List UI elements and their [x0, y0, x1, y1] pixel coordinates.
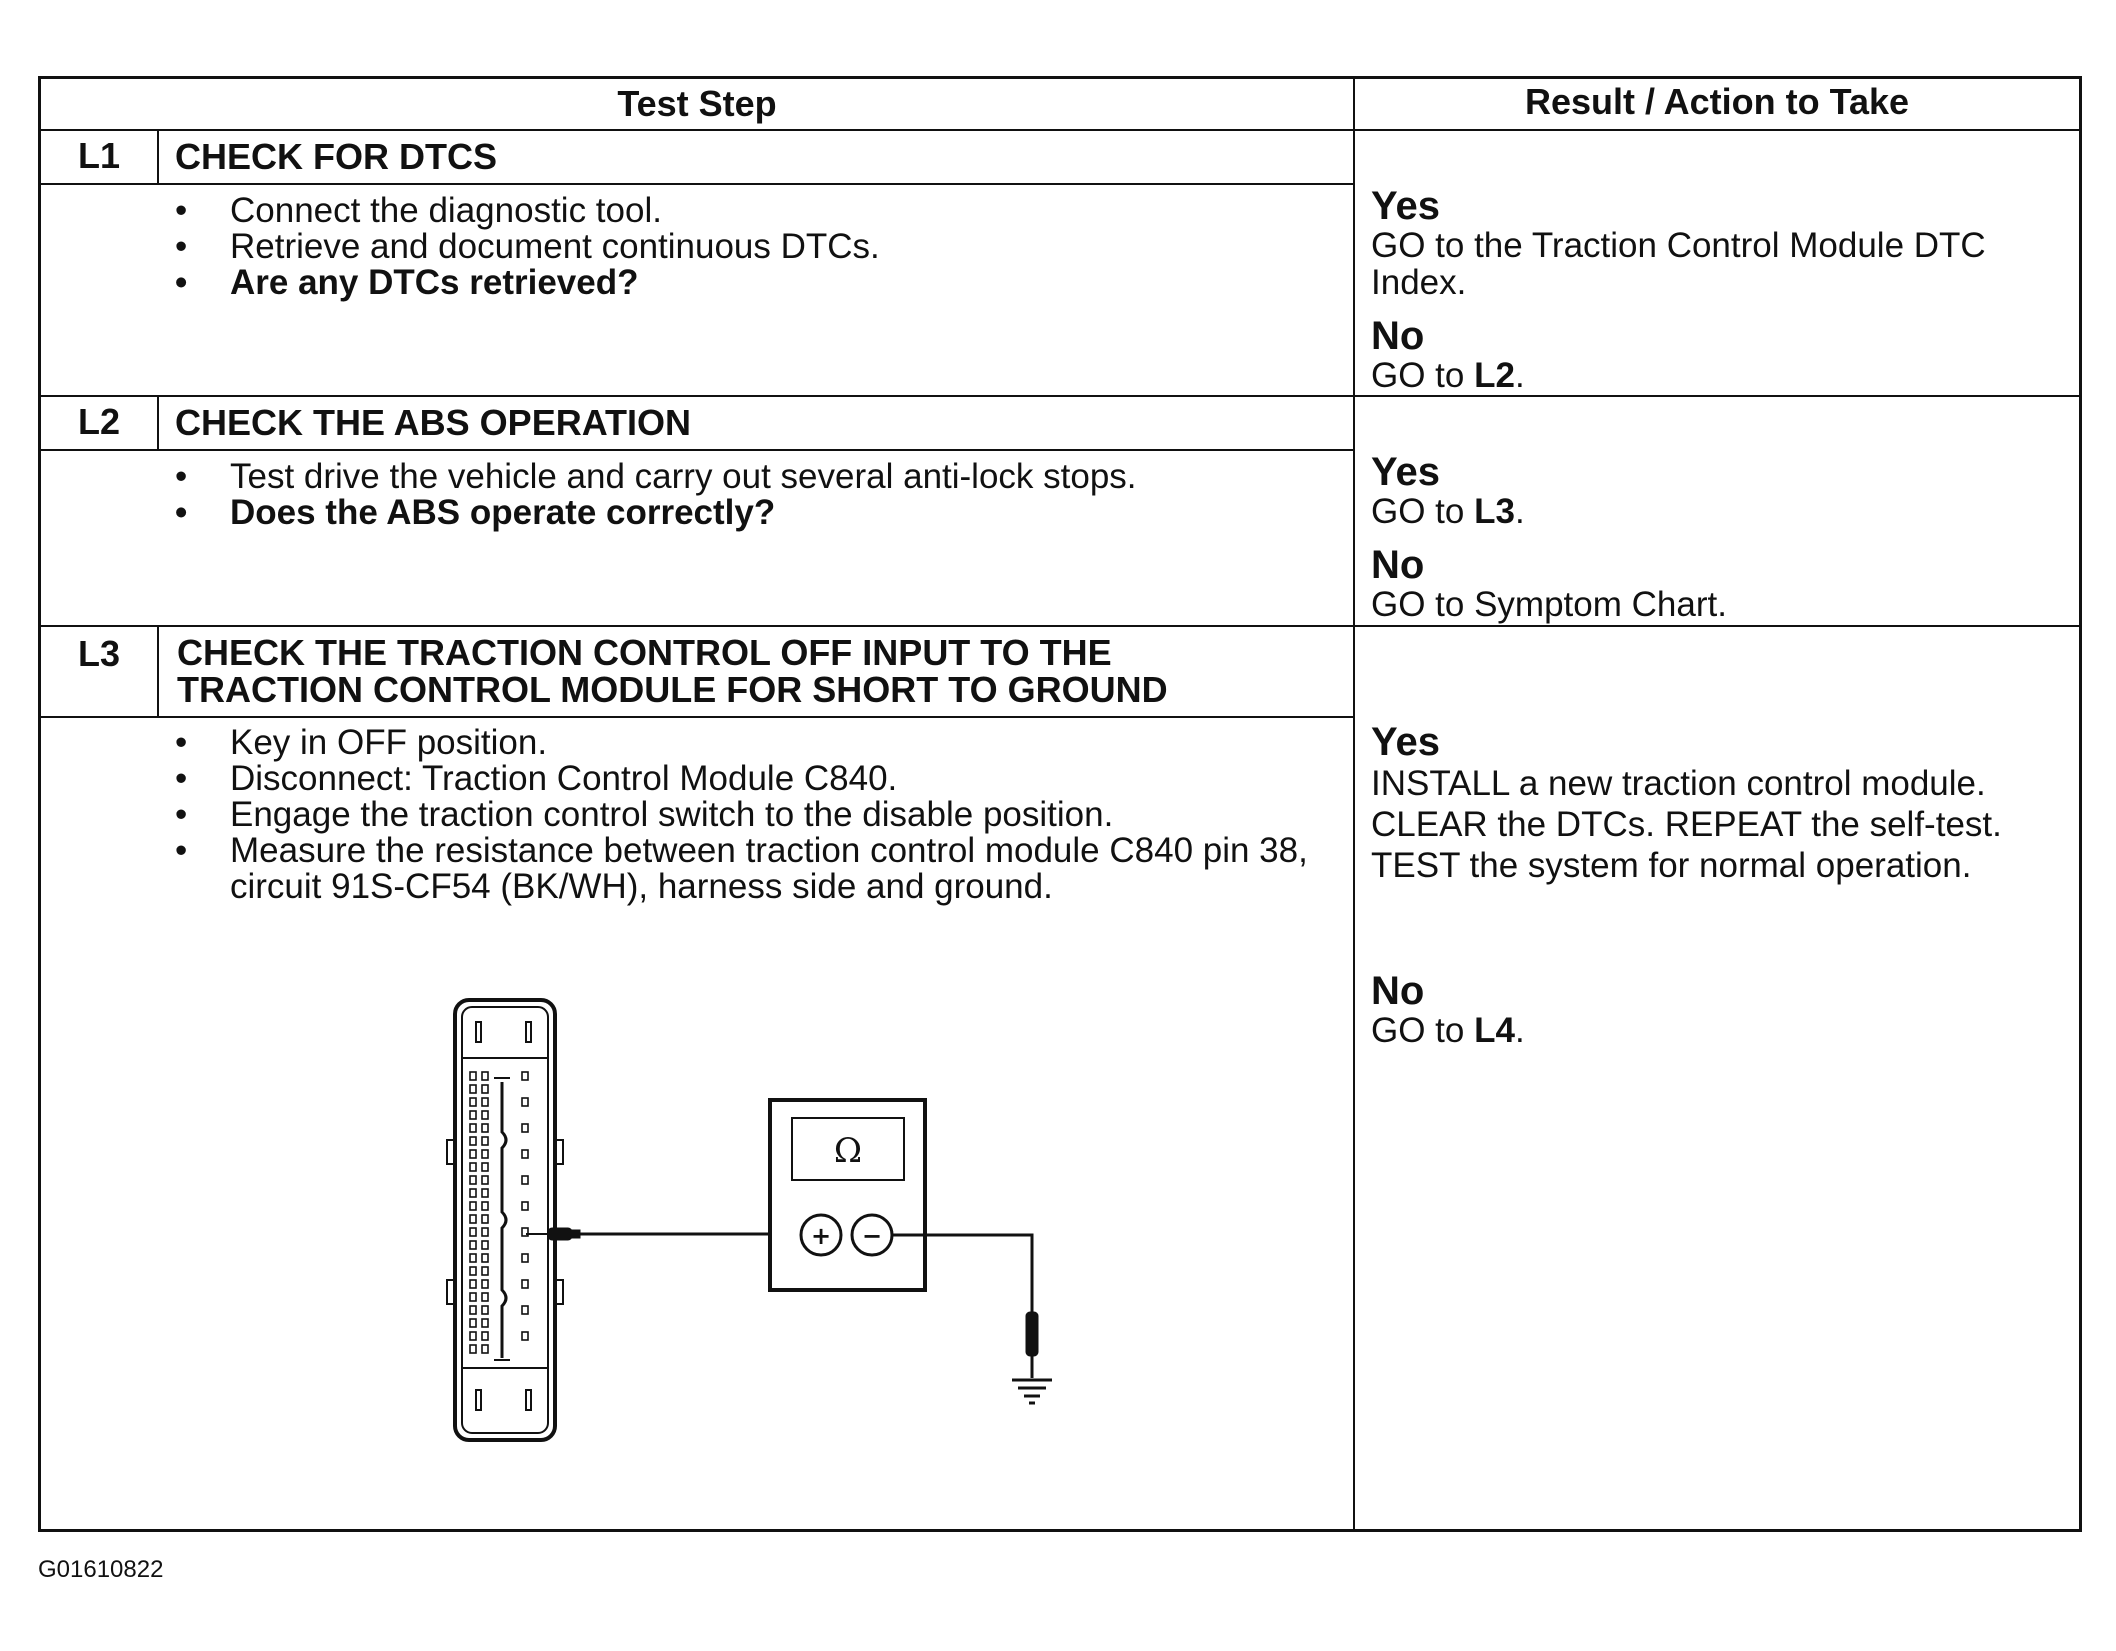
- header-result-action: Result / Action to Take: [1524, 81, 1910, 122]
- step-title-l1: CHECK FOR DTCS: [175, 136, 497, 177]
- l3-number-divider: [157, 625, 159, 716]
- connector-pin: [482, 1241, 488, 1249]
- connector-pin: [470, 1241, 476, 1249]
- no-label: No: [1371, 314, 1425, 358]
- connector-pin: [470, 1215, 476, 1223]
- connector-pin: [470, 1085, 476, 1093]
- result-l1: Yes GO to the Traction Control Module DTC Index. No GO to L2.: [1371, 184, 1986, 395]
- connector-pin: [482, 1189, 488, 1197]
- bullet-item: • Key in OFF position.: [175, 725, 1315, 761]
- bullet-question: • Does the ABS operate correctly?: [175, 495, 1137, 531]
- step-number-l2: L2: [77, 401, 120, 442]
- connector-pin: [470, 1267, 476, 1275]
- result-l3: Yes INSTALL a new traction control module. CLEAR the DTCs. REPEAT the self-test. TEST the system for normal operation. No GO to L4.: [1371, 720, 2002, 1050]
- header-test-step: Test Step: [617, 83, 777, 124]
- connector-pin: [470, 1150, 476, 1158]
- connector-pin: [482, 1163, 488, 1171]
- ground-icon: [1012, 1380, 1052, 1403]
- connector-pin: [470, 1306, 476, 1314]
- connector-pin: [470, 1280, 476, 1288]
- connector-pin: [482, 1280, 488, 1288]
- connector-pin: [482, 1072, 488, 1080]
- connector-pin: [482, 1306, 488, 1314]
- connector-pin: [470, 1332, 476, 1340]
- l2-number-divider: [157, 395, 159, 449]
- connector-pin: [482, 1332, 488, 1340]
- bullet-question: • Are any DTCs retrieved?: [175, 265, 880, 301]
- connector-pin: [522, 1254, 528, 1262]
- step-bullets-l2: [175, 459, 1137, 531]
- connector-pin: [470, 1345, 476, 1353]
- l3-title-rule: [41, 716, 1353, 718]
- connector-pin: [470, 1124, 476, 1132]
- connector-pin: [470, 1319, 476, 1327]
- step-bullets-l3: [175, 725, 1315, 905]
- bullet-item: • Measure the resistance between traction control module C840 pin 38, circuit 91S-CF54 (BK/WH), harness side and ground.: [175, 833, 1315, 905]
- yes-label: Yes: [1371, 450, 1440, 494]
- plus-icon: +: [810, 1222, 832, 1250]
- step-number-l1: L1: [77, 135, 120, 176]
- figure-id: G01610822: [38, 1556, 164, 1583]
- connector-pin: [470, 1254, 476, 1262]
- minus-icon: −: [861, 1222, 883, 1250]
- bullet-item: • Retrieve and document continuous DTCs.: [175, 229, 880, 265]
- step-ref-l3: L3: [1474, 492, 1515, 531]
- l1-title-rule: [41, 183, 1353, 185]
- connector-pin: [470, 1111, 476, 1119]
- connector-pin: [482, 1111, 488, 1119]
- connector-pin: [482, 1202, 488, 1210]
- connector-pin: [482, 1293, 488, 1301]
- yes-label: Yes: [1371, 720, 1440, 764]
- step-number-l3: L3: [77, 633, 120, 674]
- result-l2: [1371, 451, 1727, 623]
- yes-action: GO to L3.: [1371, 492, 1525, 531]
- connector-pin: [522, 1202, 528, 1210]
- ohmmeter: [770, 1100, 925, 1290]
- bullet-item: • Engage the traction control switch to the disable position.: [175, 797, 1315, 833]
- connector-pin: [482, 1124, 488, 1132]
- positive-probe-lead: [526, 1228, 768, 1240]
- bullet-item: • Test drive the vehicle and carry out several anti-lock stops.: [175, 459, 1137, 495]
- connector-pin: [482, 1267, 488, 1275]
- negative-probe-lead: [892, 1235, 1038, 1378]
- connector-pin: [522, 1280, 528, 1288]
- connector-pin: [522, 1176, 528, 1184]
- connector-pin: [470, 1163, 476, 1171]
- bullet-item: • Connect the diagnostic tool.: [175, 193, 880, 229]
- bullet-item: • Disconnect: Traction Control Module C840.: [175, 761, 1315, 797]
- connector-pin: [470, 1202, 476, 1210]
- no-action: GO to Symptom Chart.: [1371, 585, 1727, 624]
- connector-pin: [522, 1072, 528, 1080]
- step-title-l2: CHECK THE ABS OPERATION: [175, 402, 692, 443]
- column-divider: [1353, 79, 1355, 1529]
- header-rule: [41, 129, 2079, 131]
- module-connector-c840: [447, 1000, 563, 1440]
- connector-pin: [482, 1228, 488, 1236]
- ohm-symbol-icon: Ω: [833, 1131, 863, 1171]
- no-label: No: [1371, 969, 1425, 1013]
- connector-pin: [482, 1215, 488, 1223]
- l2-title-rule: [41, 449, 1353, 451]
- step-ref-l4: L4: [1474, 1011, 1515, 1050]
- connector-pin: [522, 1098, 528, 1106]
- l1-number-divider: [157, 129, 159, 183]
- l1-bottom-rule: [41, 395, 2079, 397]
- connector-pin: [470, 1189, 476, 1197]
- connector-pin: [482, 1150, 488, 1158]
- connector-pin: [470, 1098, 476, 1106]
- connector-pin: [482, 1319, 488, 1327]
- l2-bottom-rule: [41, 625, 2079, 627]
- step-title-l3: CHECK THE TRACTION CONTROL OFF INPUT TO THE TRACTION CONTROL MODULE FOR SHORT TO GROUND: [177, 632, 1168, 710]
- connector-pin: [522, 1306, 528, 1314]
- connector-pin: [482, 1098, 488, 1106]
- yes-label: Yes: [1371, 184, 1440, 228]
- step-bullets-l1: [175, 193, 880, 301]
- no-label: No: [1371, 543, 1425, 587]
- connector-pin: [482, 1085, 488, 1093]
- no-action: GO to L4.: [1371, 1011, 1525, 1050]
- connector-pin: [482, 1345, 488, 1353]
- connector-pin: [470, 1293, 476, 1301]
- connector-pin: [470, 1072, 476, 1080]
- step-ref-l2: L2: [1474, 356, 1515, 395]
- resistance-test-diagram: [440, 990, 1120, 1450]
- connector-pin: [470, 1228, 476, 1236]
- connector-pin: [482, 1176, 488, 1184]
- connector-pin: [482, 1254, 488, 1262]
- connector-pin: [522, 1150, 528, 1158]
- connector-pin: [522, 1332, 528, 1340]
- connector-pin: [482, 1137, 488, 1145]
- connector-pin: [470, 1176, 476, 1184]
- connector-pin: [522, 1124, 528, 1132]
- no-action: GO to L2.: [1371, 356, 1525, 395]
- connector-pin: [470, 1137, 476, 1145]
